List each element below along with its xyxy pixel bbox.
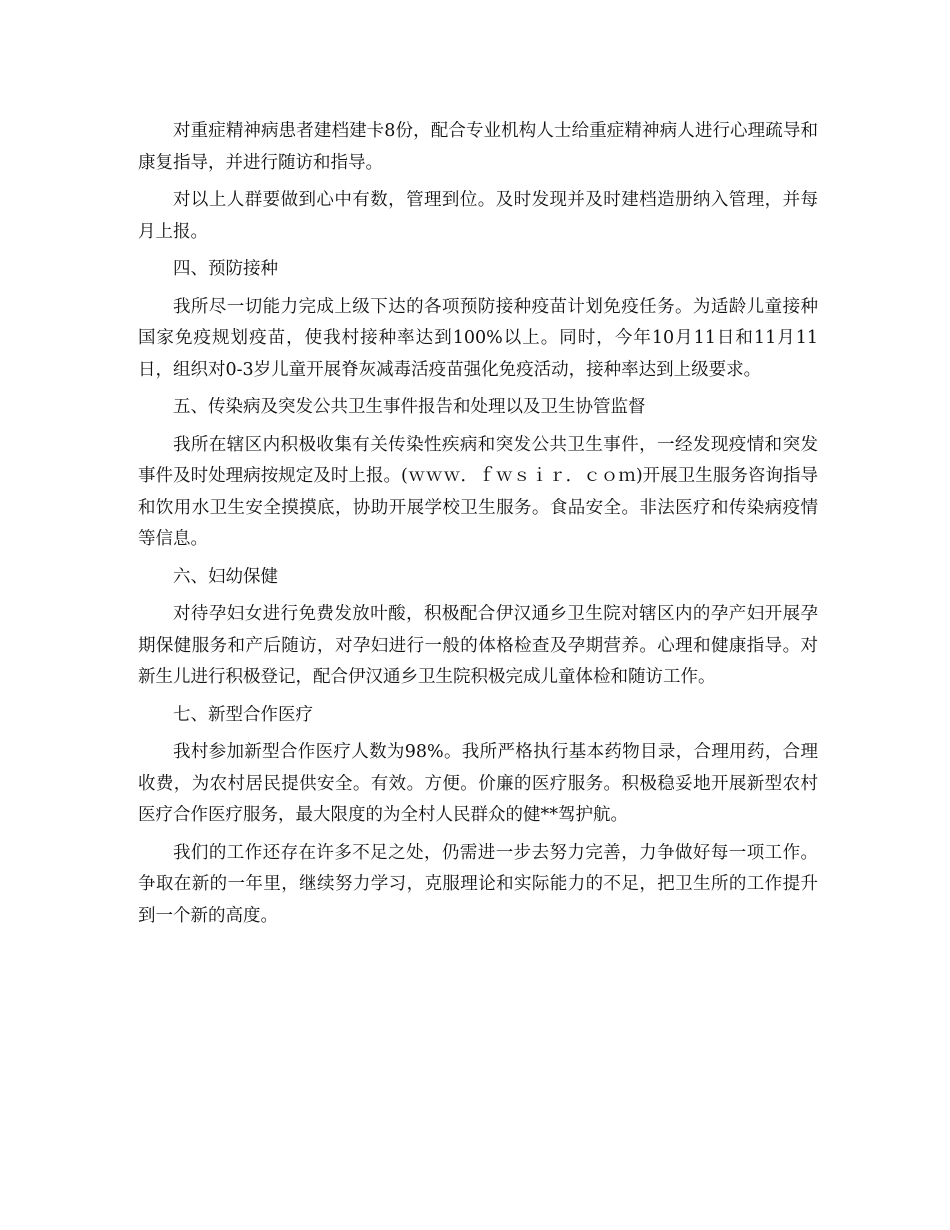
paragraph-infectious-disease: 我所在辖区内积极收集有关传染性疾病和突发公共卫生事件，一经发现疫情和突发事件及时处理病按规定及时上报。(ｗｗｗ．ｆｗｓｉｒ．ｃｏｍ)开展卫生服务咨询指导和饮用水卫生安全摸摸底，协助开展学校卫生服务。食品安全。非法医疗和传染病疫情等信息。 [138,434,818,549]
section-heading-infectious-disease: 五、传染病及突发公共卫生事件报告和处理以及卫生协管监督 [173,397,646,417]
paragraph-vaccination: 我所尽一切能力完成上级下达的各项预防接种疫苗计划免疫任务。为适龄儿童接种国家免疫规划疫苗，使我村接种率达到100%以上。同时，今年10月11日和11月11日，组织对0-3岁儿童开展脊灰减毒活疫苗强化免疫活动，接种率达到上级要求。 [138,296,818,380]
paragraph-psychiatric-records: 对重症精神病患者建档建卡8份，配合专业机构人士给重症精神病人进行心理疏导和康复指导，并进行随访和指导。 [138,121,818,173]
paragraph-population-management: 对以上人群要做到心中有数，管理到位。及时发现并及时建档造册纳入管理，并每月上报。 [138,190,818,242]
section-heading-cooperative-medical: 七、新型合作医疗 [173,704,313,725]
paragraph-maternal-child-health: 对待孕妇女进行免费发放叶酸，积极配合伊汉通乡卫生院对辖区内的孕产妇开展孕期保健服务和产后随访，对孕妇进行一般的体格检查及孕期营养。心理和健康指导。对新生儿进行积极登记，配合伊汉通乡卫生院积极完成儿童体检和随访工作。 [138,604,818,687]
section-heading-vaccination: 四、预防接种 [173,259,278,279]
section-heading-maternal-child-health: 六、妇幼保健 [173,566,278,587]
paragraph-conclusion: 我们的工作还存在许多不足之处，仍需进一步去努力完善，力争做好每一项工作。争取在新的一年里，继续努力学习，克服理论和实际能力的不足，把卫生所的工作提升到一个新的高度。 [138,842,818,926]
document-body [138,116,818,938]
paragraph-cooperative-medical: 我村参加新型合作医疗人数为98%。我所严格执行基本药物目录，合理用药，合理收费，为农村居民提供安全。有效。方便。价廉的医疗服务。积极稳妥地开展新型农村医疗合作医疗服务，最大限度的为全村人民群众的健**驾护航。 [138,742,818,825]
